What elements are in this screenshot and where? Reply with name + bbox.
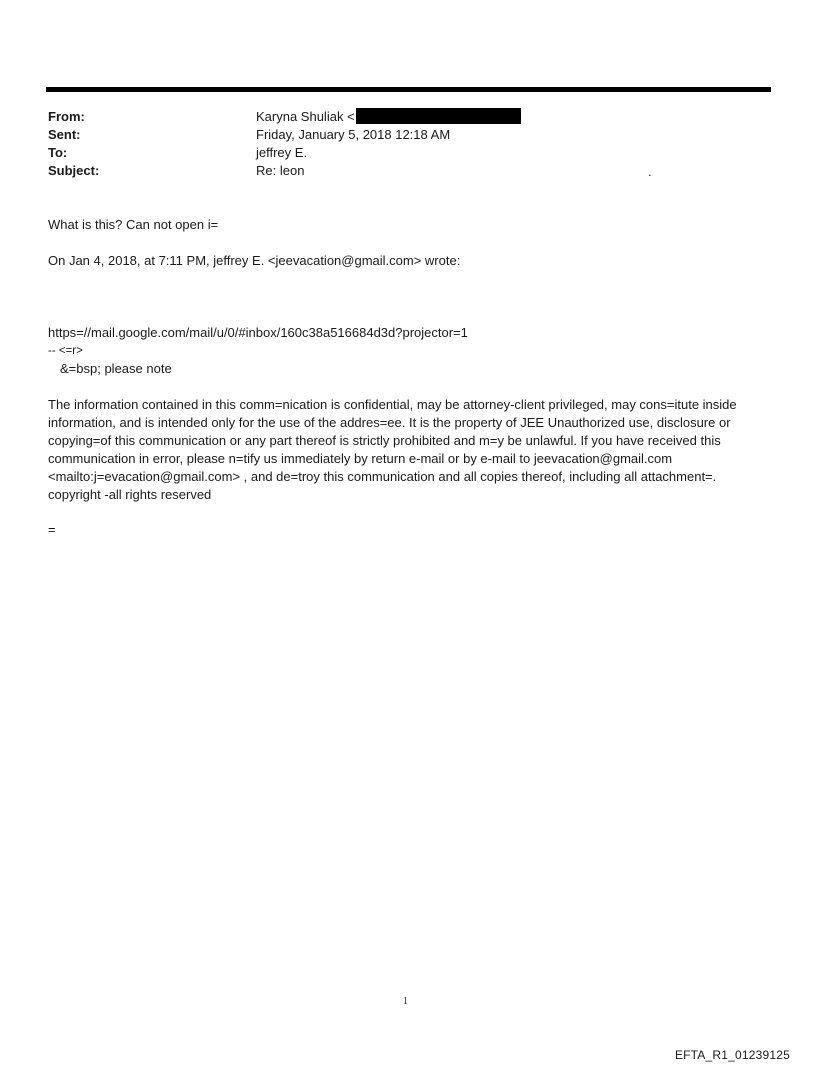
redaction-box	[356, 108, 521, 124]
signature-marker: -- <=r>	[48, 345, 83, 357]
to-row	[48, 144, 748, 162]
message-line: What is this? Can not open i=	[48, 217, 219, 232]
subject-label: Subject:	[48, 163, 100, 178]
signature-note: &=bsp; please note	[60, 361, 172, 376]
to-value: jeffrey E.	[256, 145, 308, 160]
subject-value: Re: leon	[256, 163, 305, 178]
sent-value: Friday, January 5, 2018 12:18 AM	[256, 127, 451, 142]
from-value	[256, 108, 521, 126]
document-id: EFTA_R1_01239125	[674, 1048, 790, 1062]
trailing-mark: =	[48, 522, 56, 537]
sent-row	[48, 126, 748, 144]
quoted-attribution: On Jan 4, 2018, at 7:11 PM, jeffrey E. <jeevacation@gmail.com> wrote:	[48, 253, 461, 268]
sent-label: Sent:	[48, 127, 81, 142]
from-label: From:	[48, 109, 85, 124]
from-name: Karyna Shuliak <	[256, 109, 355, 124]
email-header	[48, 108, 748, 180]
disclaimer-paragraph: The information contained in this comm=nication is confidential, may be attorney-client privileged, may cons=itute inside information, and is intended only for the use of the addres=ee. It is the property of JEE Unauthorized use, disclosure or copying=of this communication or any part thereof is strictly prohibited and m=y be unlawful. If you have received this communication in error, please n=tify us immediately by return e-mail or by e-mail to jeevacation@gmail.com <mailto:j=evacation@gmail.com> , and de=troy this communication and all copies thereof, including all attachment=. copyright -all rights reserved	[48, 397, 737, 502]
header-rule	[46, 87, 771, 92]
from-row	[48, 108, 748, 126]
stray-mark: .	[648, 164, 652, 179]
to-label: To:	[48, 145, 68, 160]
subject-row	[48, 162, 748, 180]
page-number: 1	[403, 996, 408, 1007]
quoted-link: https=//mail.google.com/mail/u/0/#inbox/160c38a516684d3d?projector=1	[48, 325, 468, 340]
